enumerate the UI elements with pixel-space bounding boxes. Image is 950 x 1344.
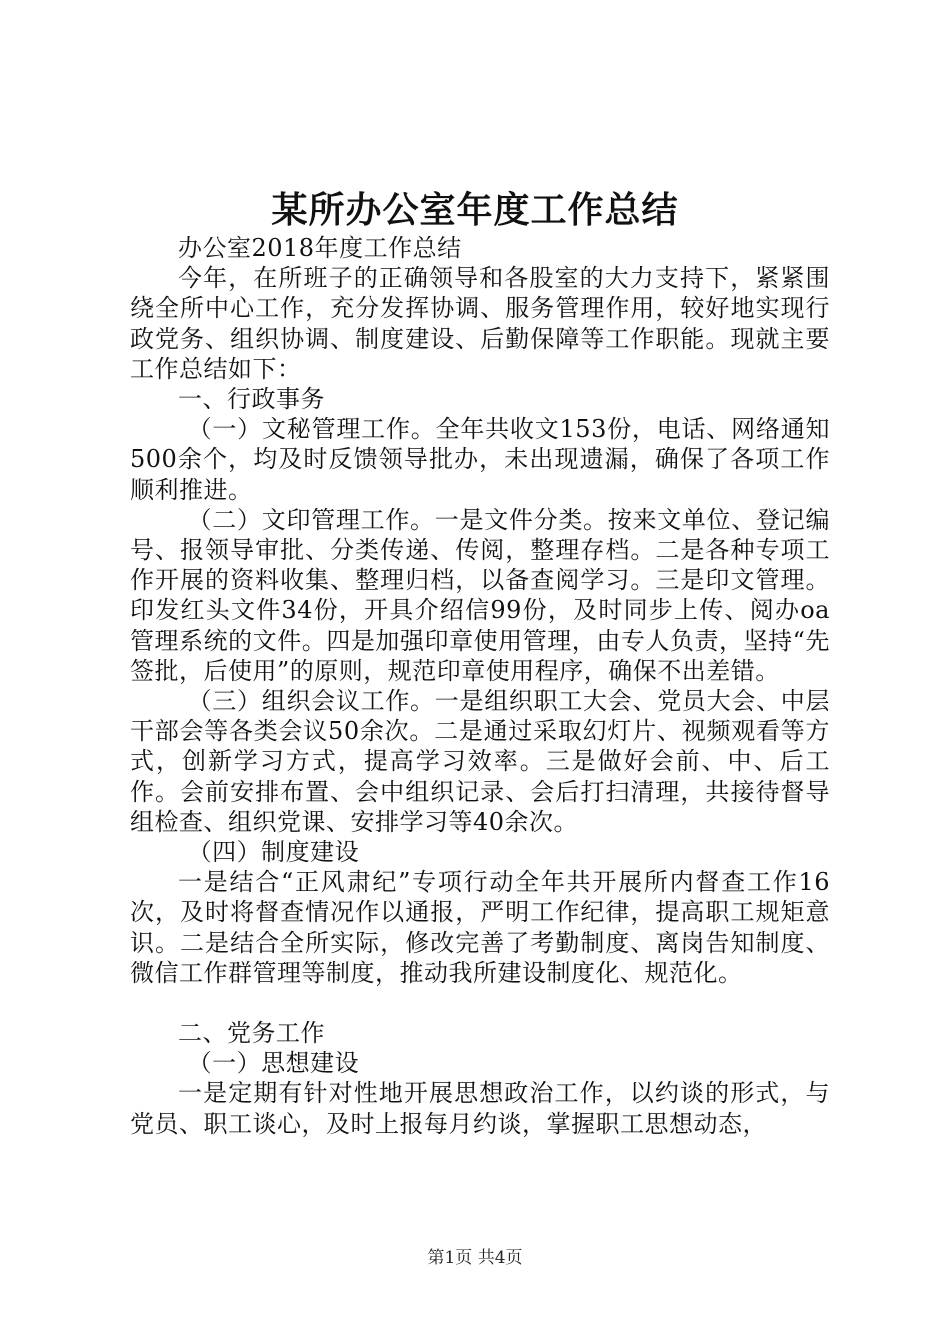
document-body — [130, 233, 830, 1139]
subtitle-paragraph: 办公室2018年度工作总结 — [178, 234, 462, 262]
subheading-system: （四）制度建设 — [187, 838, 360, 867]
paragraph-printing: （二）文印管理工作。一是文件分类。按来文单位、登记编号、报领导审批、分类传递、传阅，整理存档。二是各种专项工作开展的资料收集、整理归档，以备查阅学习。三是印文管理。印发红头文件34份，开具介绍信99份，及时同步上传、阅办oa管理系统的文件。四是加强印章使用管理，由专人负责，坚持“先签批，后使用”的原则，规范印章使用程序，确保不出差错。 — [130, 505, 830, 685]
paragraph-meetings: （三）组织会议工作。一是组织职工大会、党员大会、中层干部会等各类会议50余次。二是通过采取幻灯片、视频观看等方式，创新学习方式，提高学习效率。三是做好会前、中、后工作。会前安排布置、会中组织记录、会后打扫清理，共接待督导组检查、组织党课、安排学习等40余次。 — [130, 687, 830, 836]
paragraph-ideology: 一是定期有针对性地开展思想政治工作，以约谈的形式，与党员、职工谈心，及时上报每月约谈，掌握职工思想动态， — [130, 1079, 830, 1138]
section-heading-party: 二、党务工作 — [178, 1019, 325, 1048]
page-footer: 第1页 共4页 — [427, 1248, 523, 1268]
section-heading-admin: 一、行政事务 — [178, 385, 325, 414]
intro-paragraph: 今年，在所班子的正确领导和各股室的大力支持下，紧紧围绕全所中心工作，充分发挥协调、服务管理作用，较好地实现行政党务、组织协调、制度建设、后勤保障等工作职能。现就主要工作总结如下： — [130, 264, 830, 383]
subheading-ideology: （一）思想建设 — [187, 1049, 360, 1078]
paragraph-system: 一是结合“正风肃纪”专项行动全年共开展所内督查工作16次，及时将督查情况作以通报，严明工作纪律，提高职工规矩意识。二是结合全所实际，修改完善了考勤制度、离岗告知制度、微信工作群管理等制度，推动我所建设制度化、规范化。 — [130, 868, 830, 987]
document-title: 某所办公室年度工作总结 — [271, 189, 679, 231]
paragraph-secretarial: （一）文秘管理工作。全年共收文153份，电话、网络通知500余个，均及时反馈领导批办，未出现遗漏，确保了各项工作顺利推进。 — [130, 415, 830, 504]
